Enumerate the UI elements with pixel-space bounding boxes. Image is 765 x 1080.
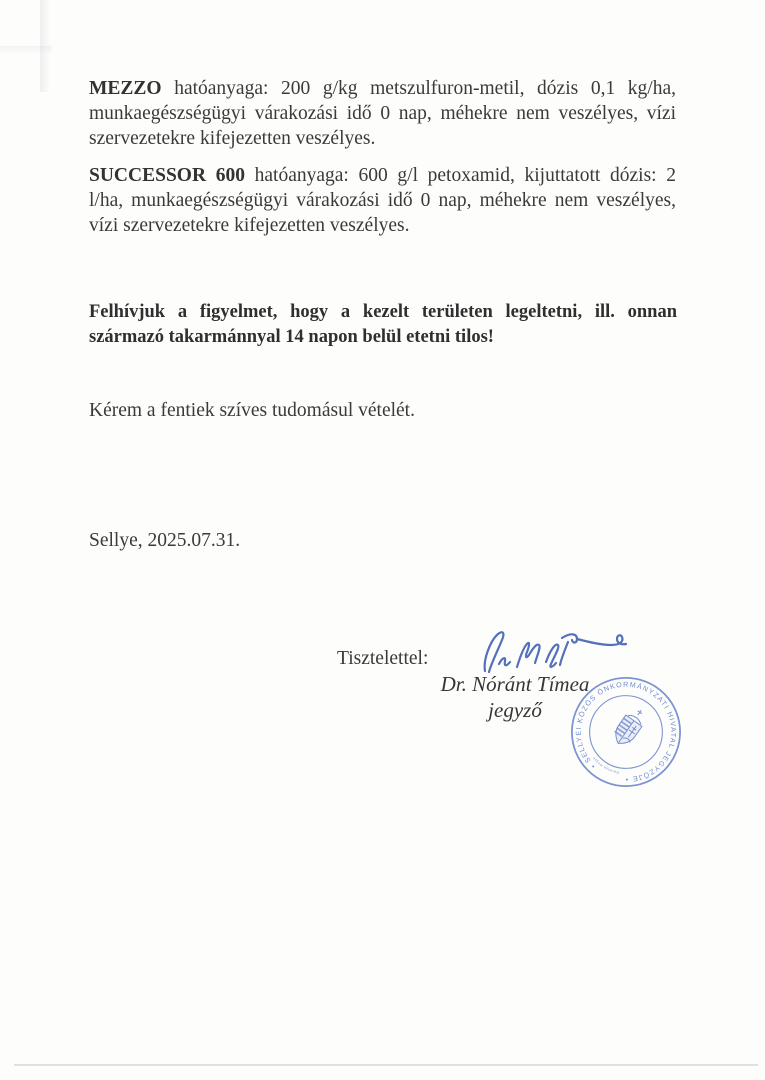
signature-stroke-1 — [485, 632, 504, 672]
stamp-ring-text: • SELLYEI KÖZÖS ÖNKORMÁNYZATI HIVATAL JEGYZŐJE • — [574, 680, 678, 784]
warning-paragraph — [89, 300, 677, 349]
paragraph-successor-line2: l/ha, munkaegészségügyi várakozási idő 0 nap, méhekre nem veszélyes, — [89, 190, 676, 211]
signature-stroke-4 — [546, 645, 558, 667]
signature-stroke-3 — [517, 643, 540, 667]
signature-stroke-6 — [562, 634, 577, 642]
signature-strokes — [485, 632, 626, 672]
paragraph-mezzo-line1 — [89, 76, 676, 101]
paragraph-mezzo-line3: szervezetekre kifejezetten veszélyes. — [89, 128, 376, 149]
product-name-mezzo: MEZZO — [89, 78, 162, 99]
official-stamp — [567, 673, 685, 791]
signature-stroke-5 — [560, 642, 568, 665]
signer-title: jegyző — [488, 698, 542, 722]
paragraph-mezzo-line1-text: hatóanyaga: 200 g/kg metszulfuron-metil, dózis 0,1 kg/ha, — [161, 78, 676, 99]
scan-shadow-horizontal — [0, 46, 52, 54]
paragraph-mezzo — [89, 76, 676, 151]
closing-request: Kérem a fentiek szíves tudomásul vételét. — [89, 400, 415, 421]
salutation: Tisztelettel: — [337, 648, 429, 669]
coat-of-arms — [610, 705, 649, 749]
paragraph-successor-line1-text: hatóanyaga: 600 g/l petoxamid, kijuttatott dózis: 2 — [244, 165, 676, 186]
paragraph-successor — [89, 163, 676, 238]
product-name-successor: SUCCESSOR 600 — [89, 165, 245, 186]
paragraph-successor-line1 — [89, 163, 676, 188]
signature-stroke-2 — [499, 658, 510, 665]
paragraph-mezzo-line2: munkaegészségügyi várakozási idő 0 nap, méhekre nem veszélyes, vízi — [89, 103, 676, 124]
warning-line2: származó takarmánnyal 14 napon belül etetni tilos! — [89, 326, 494, 347]
signer-name: Dr. Nóránt Tímea — [440, 672, 590, 696]
warning-line1: Felhívjuk a figyelmet, hogy a kezelt területen legeltetni, ill. onnan — [89, 302, 677, 322]
date-line: Sellye, 2025.07.31. — [89, 530, 241, 551]
stamp-small-text: Baranya megye — [591, 755, 620, 775]
paragraph-successor-line3: vízi szervezetekre kifejezetten veszélyes. — [89, 215, 410, 236]
signature-stroke-7 — [577, 635, 626, 645]
scan-bottom-edge — [14, 1064, 758, 1066]
